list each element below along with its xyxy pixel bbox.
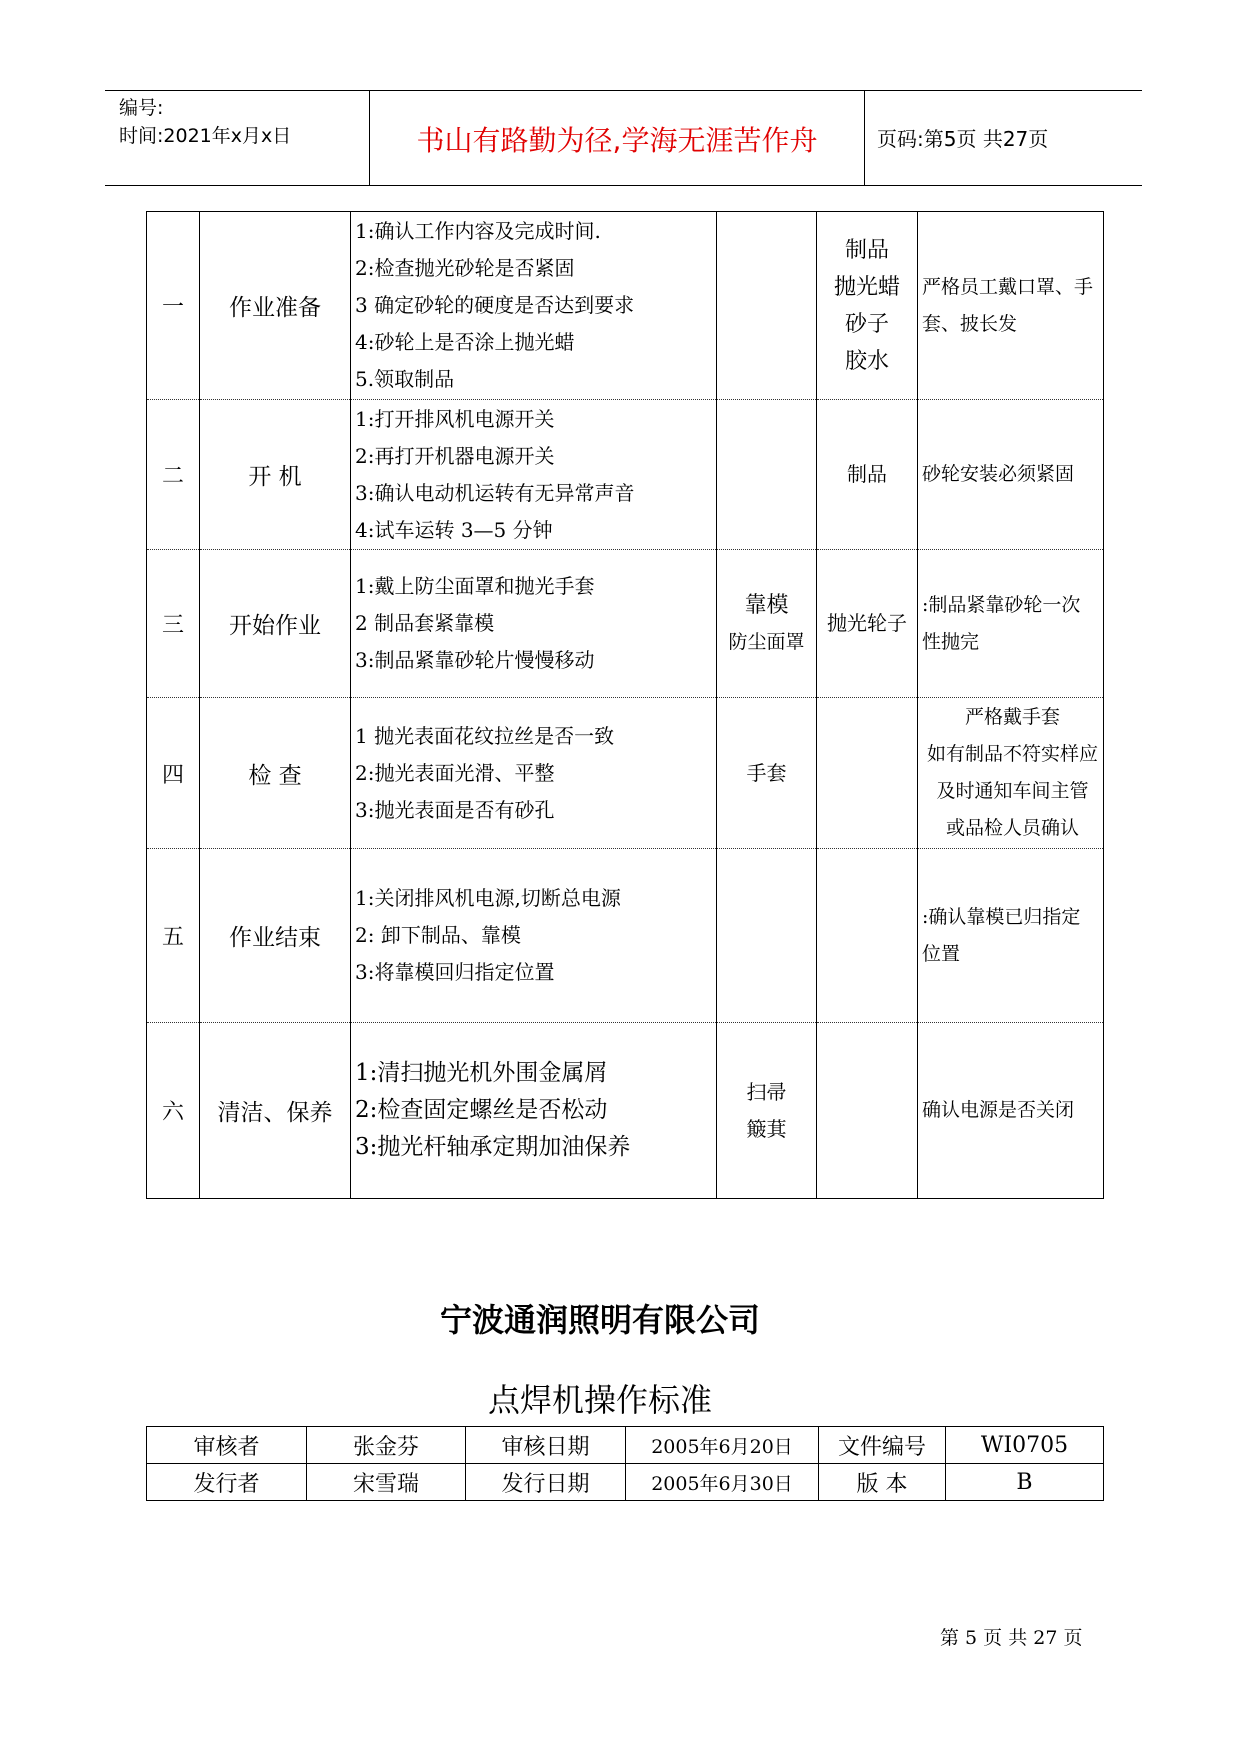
step-details — [351, 212, 717, 400]
notes-cell — [918, 849, 1104, 1023]
step-number: 四 — [147, 698, 200, 849]
info-row-issue — [147, 1464, 1104, 1501]
tools-cell — [717, 849, 817, 1023]
step-detail-line: 3:将靠模回归指定位置 — [355, 960, 555, 984]
note-line: 及时通知车间主管 — [936, 780, 1089, 802]
procedure-row — [147, 849, 1104, 1023]
material-item: 胶水 — [844, 348, 889, 374]
procedure-row — [147, 400, 1104, 550]
notes-cell — [918, 400, 1104, 550]
doc-number-value: WI0705 — [946, 1427, 1104, 1464]
header-left-cell — [105, 91, 370, 185]
step-detail-line: 2:检查抛光砂轮是否紧固 — [355, 256, 575, 280]
notes-cell — [918, 1023, 1104, 1199]
step-number: 一 — [147, 212, 200, 400]
issuer-label: 发行者 — [147, 1464, 307, 1501]
tools-cell — [717, 698, 817, 849]
step-detail-line: 2 制品套紧靠模 — [355, 611, 495, 635]
step-name: 检 查 — [200, 698, 351, 849]
step-detail-line: 2: 卸下制品、靠模 — [355, 923, 521, 947]
step-detail-line: 1:戴上防尘面罩和抛光手套 — [355, 574, 595, 598]
version-value: B — [946, 1464, 1104, 1501]
reviewer-value: 张金芬 — [307, 1427, 466, 1464]
step-detail-line: 2:再打开机器电源开关 — [355, 443, 555, 468]
tools-cell — [717, 400, 817, 550]
step-details — [351, 698, 717, 849]
tool-item: 手套 — [746, 760, 787, 785]
page-header — [105, 90, 1142, 186]
note-line: :制品紧靠砂轮一次 — [922, 593, 1081, 616]
step-detail-line: 3:抛光杆轴承定期加油保养 — [355, 1134, 631, 1160]
header-center-cell — [370, 91, 865, 185]
step-name: 开 机 — [200, 400, 351, 550]
note-line: 套、披长发 — [922, 312, 1018, 335]
review-date-value: 2005年6月20日 — [626, 1427, 819, 1464]
step-detail-line: 1:确认工作内容及完成时间. — [355, 219, 601, 243]
note-line: :确认靠模已归指定 — [922, 905, 1081, 928]
note-line: 确认电源是否关闭 — [922, 1099, 1075, 1121]
step-detail-line: 1 抛光表面花纹拉丝是否一致 — [355, 723, 615, 748]
document-info-table — [146, 1426, 1104, 1501]
procedure-row — [147, 550, 1104, 698]
note-line: 性抛完 — [922, 630, 980, 653]
step-details — [351, 849, 717, 1023]
note-line: 严格员工戴口罩、手 — [922, 275, 1094, 298]
tools-cell — [717, 550, 817, 698]
company-name: 宁波通润照明有限公司 — [439, 1301, 760, 1339]
info-row-review — [147, 1427, 1104, 1464]
procedure-row — [147, 698, 1104, 849]
tool-item: 防尘面罩 — [728, 630, 805, 653]
step-detail-line: 3:确认电动机运转有无异常声音 — [355, 480, 635, 505]
materials-cell — [817, 212, 918, 400]
step-name: 清洁、保养 — [200, 1023, 351, 1199]
procedure-table — [146, 211, 1104, 1199]
note-line: 位置 — [922, 942, 961, 965]
step-detail-line: 1:清扫抛光机外围金属屑 — [355, 1060, 608, 1086]
material-item: 抛光轮子 — [827, 611, 907, 635]
version-label: 版 本 — [819, 1464, 946, 1501]
step-number: 六 — [147, 1023, 200, 1199]
issuer-value: 宋雪瑞 — [307, 1464, 466, 1501]
step-detail-line: 2:检查固定螺丝是否松动 — [355, 1097, 608, 1123]
materials-cell — [817, 698, 918, 849]
step-detail-line: 3:抛光表面是否有砂孔 — [355, 797, 555, 822]
doc-number-label: 文件编号 — [819, 1427, 946, 1464]
note-line: 严格戴手套 — [964, 706, 1060, 728]
header-right-cell — [865, 91, 1142, 185]
motto: 书山有路勤为径,学海无涯苦作舟 — [416, 124, 818, 157]
step-name: 作业结束 — [200, 849, 351, 1023]
material-item: 砂子 — [844, 311, 889, 337]
tool-item: 扫帚 — [746, 1079, 787, 1104]
tools-cell — [717, 1023, 817, 1199]
note-line: 砂轮安装必须紧固 — [922, 463, 1075, 485]
step-details — [351, 1023, 717, 1199]
page-number-label: 页码:第5页 共27页 — [877, 127, 1049, 151]
step-detail-line: 3:制品紧靠砂轮片慢慢移动 — [355, 648, 595, 672]
step-detail-line: 4:试车运转 3—5 分钟 — [355, 517, 553, 542]
document-number-label: 编号: — [119, 97, 164, 119]
tool-item: 簸萁 — [746, 1116, 787, 1141]
step-name: 开始作业 — [200, 550, 351, 698]
materials-cell — [817, 849, 918, 1023]
step-detail-line: 2:抛光表面光滑、平整 — [355, 760, 555, 785]
materials-cell — [817, 1023, 918, 1199]
step-detail-line: 5.领取制品 — [355, 367, 455, 391]
time-label: 时间:2021年x月x日 — [119, 125, 292, 147]
document-title: 点焊机操作标准 — [487, 1381, 712, 1419]
step-number: 五 — [147, 849, 200, 1023]
notes-cell — [918, 550, 1104, 698]
materials-cell — [817, 400, 918, 550]
step-details — [351, 550, 717, 698]
procedure-row — [147, 212, 1104, 400]
procedure-row — [147, 1023, 1104, 1199]
notes-cell — [918, 698, 1104, 849]
step-detail-line: 3 确定砂轮的硬度是否达到要求 — [355, 293, 635, 317]
tool-item: 靠模 — [744, 592, 789, 618]
review-date-label: 审核日期 — [466, 1427, 626, 1464]
reviewer-label: 审核者 — [147, 1427, 307, 1464]
step-detail-line: 1:打开排风机电源开关 — [355, 406, 555, 431]
materials-cell — [817, 550, 918, 698]
tools-cell — [717, 212, 817, 400]
step-detail-line: 4:砂轮上是否涂上抛光蜡 — [355, 330, 575, 354]
step-number: 二 — [147, 400, 200, 550]
note-line: 如有制品不符实样应 — [926, 743, 1098, 765]
step-name: 作业准备 — [200, 212, 351, 400]
step-number: 三 — [147, 550, 200, 698]
issue-date-label: 发行日期 — [466, 1464, 626, 1501]
page-footer: 第 5 页 共 27 页 — [940, 1627, 1083, 1649]
material-item: 抛光蜡 — [833, 274, 900, 300]
notes-cell — [918, 212, 1104, 400]
step-details — [351, 400, 717, 550]
note-line: 或品检人员确认 — [945, 817, 1079, 839]
material-item: 制品 — [847, 462, 887, 486]
issue-date-value: 2005年6月30日 — [626, 1464, 819, 1501]
material-item: 制品 — [844, 237, 889, 263]
step-detail-line: 1:关闭排风机电源,切断总电源 — [355, 886, 621, 910]
